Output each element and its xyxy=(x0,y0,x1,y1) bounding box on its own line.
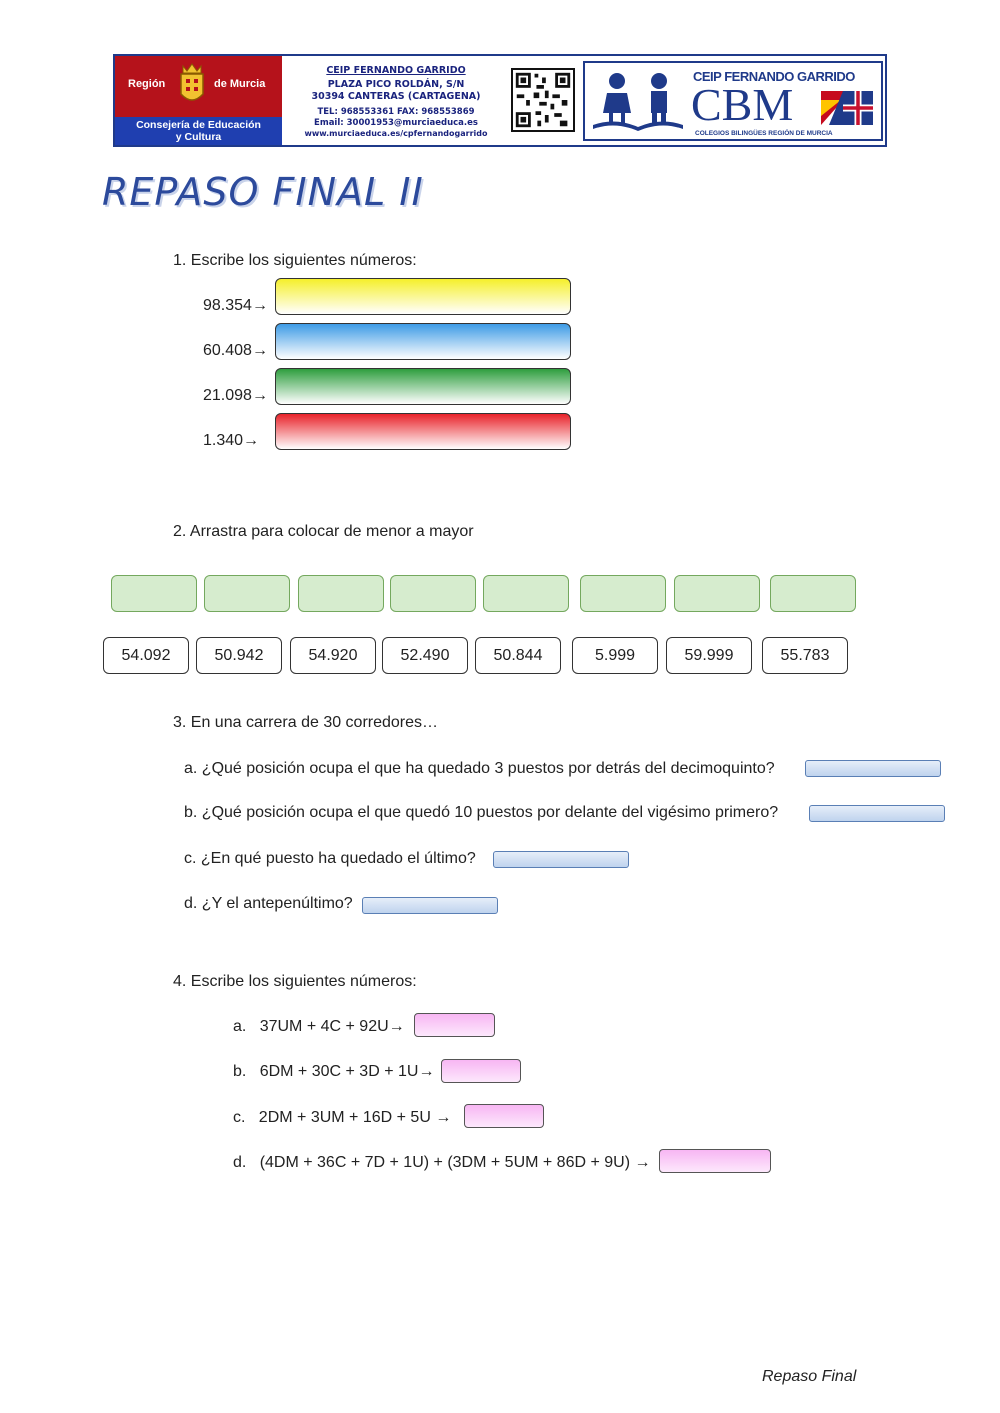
draggable-number-card[interactable]: 52.490 xyxy=(382,637,468,674)
consejeria-line2: y Cultura xyxy=(175,131,222,143)
school-address: PLAZA PICO ROLDÁN, S/N xyxy=(327,79,465,90)
page-title: REPASO FINAL II xyxy=(102,170,424,214)
cbm-logo-text: CBM xyxy=(691,79,794,130)
q3-answer-input-b[interactable] xyxy=(809,805,945,822)
q4-answer-input-c[interactable] xyxy=(464,1104,544,1128)
drop-slot-6[interactable] xyxy=(580,575,666,612)
q3-answer-input-d[interactable] xyxy=(362,897,498,914)
drop-slot-7[interactable] xyxy=(674,575,760,612)
q4-answer-input-d[interactable] xyxy=(659,1149,771,1173)
q3-answer-input-a[interactable] xyxy=(805,760,941,777)
draggable-number-card[interactable]: 54.920 xyxy=(290,637,376,674)
q4-item-c: c. 2DM + 3UM + 16D + 5U → xyxy=(233,1109,452,1126)
school-email: Email: 30001953@murciaeduca.es xyxy=(314,118,478,128)
q1-answer-input-3[interactable] xyxy=(275,368,571,405)
q3-question-c: c. ¿En qué puesto ha quedado el último? xyxy=(184,850,476,867)
draggable-number-card[interactable]: 54.092 xyxy=(103,637,189,674)
q1-answer-input-1[interactable] xyxy=(275,278,571,315)
q3-question-b: b. ¿Qué posición ocupa el que quedó 10 puestos por delante del vigésimo primero? xyxy=(184,804,779,821)
q4-answer-input-b[interactable] xyxy=(441,1059,521,1083)
cbm-logo xyxy=(583,61,883,141)
draggable-number-card[interactable]: 50.942 xyxy=(196,637,282,674)
question-4-label: 4. Escribe los siguientes números: xyxy=(173,973,417,990)
consejeria-label xyxy=(115,117,282,145)
draggable-number-card[interactable]: 59.999 xyxy=(666,637,752,674)
q4-answer-input-a[interactable] xyxy=(414,1013,495,1037)
coat-of-arms-icon xyxy=(173,60,211,112)
school-city: 30394 CANTERAS (CARTAGENA) xyxy=(311,91,481,102)
q4-item-b: b. 6DM + 30C + 3D + 1U→ xyxy=(233,1063,435,1080)
cbm-school-name: CEIP FERNANDO GARRIDO xyxy=(693,69,855,84)
q3-answer-input-c[interactable] xyxy=(493,851,629,868)
q1-number-2: 60.408→ xyxy=(203,342,268,359)
flags-icon xyxy=(821,91,873,125)
consejeria-line1: Consejería de Educación xyxy=(136,119,261,131)
drop-slot-1[interactable] xyxy=(111,575,197,612)
school-name: CEIP FERNANDO GARRIDO xyxy=(326,65,466,76)
drop-slot-5[interactable] xyxy=(483,575,569,612)
question-2-label: 2. Arrastra para colocar de menor a mayor xyxy=(173,523,474,540)
drop-slot-8[interactable] xyxy=(770,575,856,612)
region-label-right: de Murcia xyxy=(214,78,266,90)
region-murcia-logo xyxy=(115,56,282,117)
drop-slot-2[interactable] xyxy=(204,575,290,612)
q1-number-3: 21.098→ xyxy=(203,387,268,404)
draggable-number-card[interactable]: 55.783 xyxy=(762,637,848,674)
drop-slot-4[interactable] xyxy=(390,575,476,612)
school-phone: TEL: 968553361 FAX: 968553869 xyxy=(317,107,475,117)
draggable-number-card[interactable]: 50.844 xyxy=(475,637,561,674)
q4-item-a: a. 37UM + 4C + 92U→ xyxy=(233,1018,405,1035)
region-label: Región xyxy=(128,78,166,90)
header-banner xyxy=(113,54,887,147)
drop-slot-3[interactable] xyxy=(298,575,384,612)
school-website: www.murciaeduca.es/cpfernandogarrido xyxy=(304,129,488,138)
question-3-label: 3. En una carrera de 30 corredores… xyxy=(173,714,439,731)
page-footer: Repaso Final xyxy=(762,1368,857,1385)
cbm-subtitle: COLEGIOS BILINGÜES REGIÓN DE MURCIA xyxy=(695,130,833,137)
q3-question-d: d. ¿Y el antepenúltimo? xyxy=(184,895,353,912)
question-1-label: 1. Escribe los siguientes números: xyxy=(173,252,417,269)
q1-number-4: 1.340→ xyxy=(203,432,260,449)
q3-question-a: a. ¿Qué posición ocupa el que ha quedado 3 puestos por detrás del decimoquinto? xyxy=(184,760,775,777)
draggable-number-card[interactable]: 5.999 xyxy=(572,637,658,674)
qr-code-icon xyxy=(511,68,575,132)
children-book-icon xyxy=(589,67,687,135)
q1-answer-input-4[interactable] xyxy=(275,413,571,450)
q4-item-d: d. (4DM + 36C + 7D + 1U) + (3DM + 5UM + 86D + 9U) → xyxy=(233,1154,651,1171)
q1-number-1: 98.354→ xyxy=(203,297,268,314)
q1-answer-input-2[interactable] xyxy=(275,323,571,360)
